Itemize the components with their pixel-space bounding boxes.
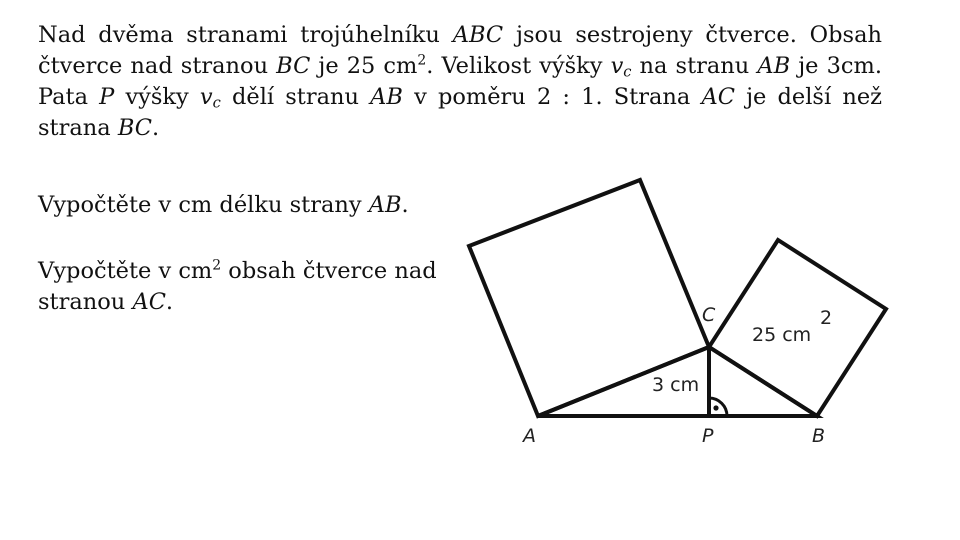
question-ab-length: Vypočtěte v cm délku strany AB. [38,192,409,218]
vertex-a-label: A [523,425,536,447]
area-unit-exponent: 2 [820,307,833,329]
vertex-c-label: C [702,304,716,326]
problem-statement: Nad dvěma stranami trojúhelníku ABC jsou sestrojeny čtverce. Obsah čtverce nad stranou BC je 25 $cm^2$. Velikost výšky $v_c$ na stranu AB je 3cm. Pata P výšky $v_c$ dělí stranu AB v poměru 2 : 1. Strana AC je delší než strana BC. [38,22,882,141]
right-angle-dot [713,405,718,410]
foot-p-label: P [702,425,714,447]
vertex-b-label: B [812,425,826,447]
height-length-label: 3 cm [652,374,700,396]
area-label: 25 cm [752,324,812,346]
question-ac-square-area: Vypočtěte v $cm^2$ obsah čtverce nad stranou AC. [38,257,437,315]
